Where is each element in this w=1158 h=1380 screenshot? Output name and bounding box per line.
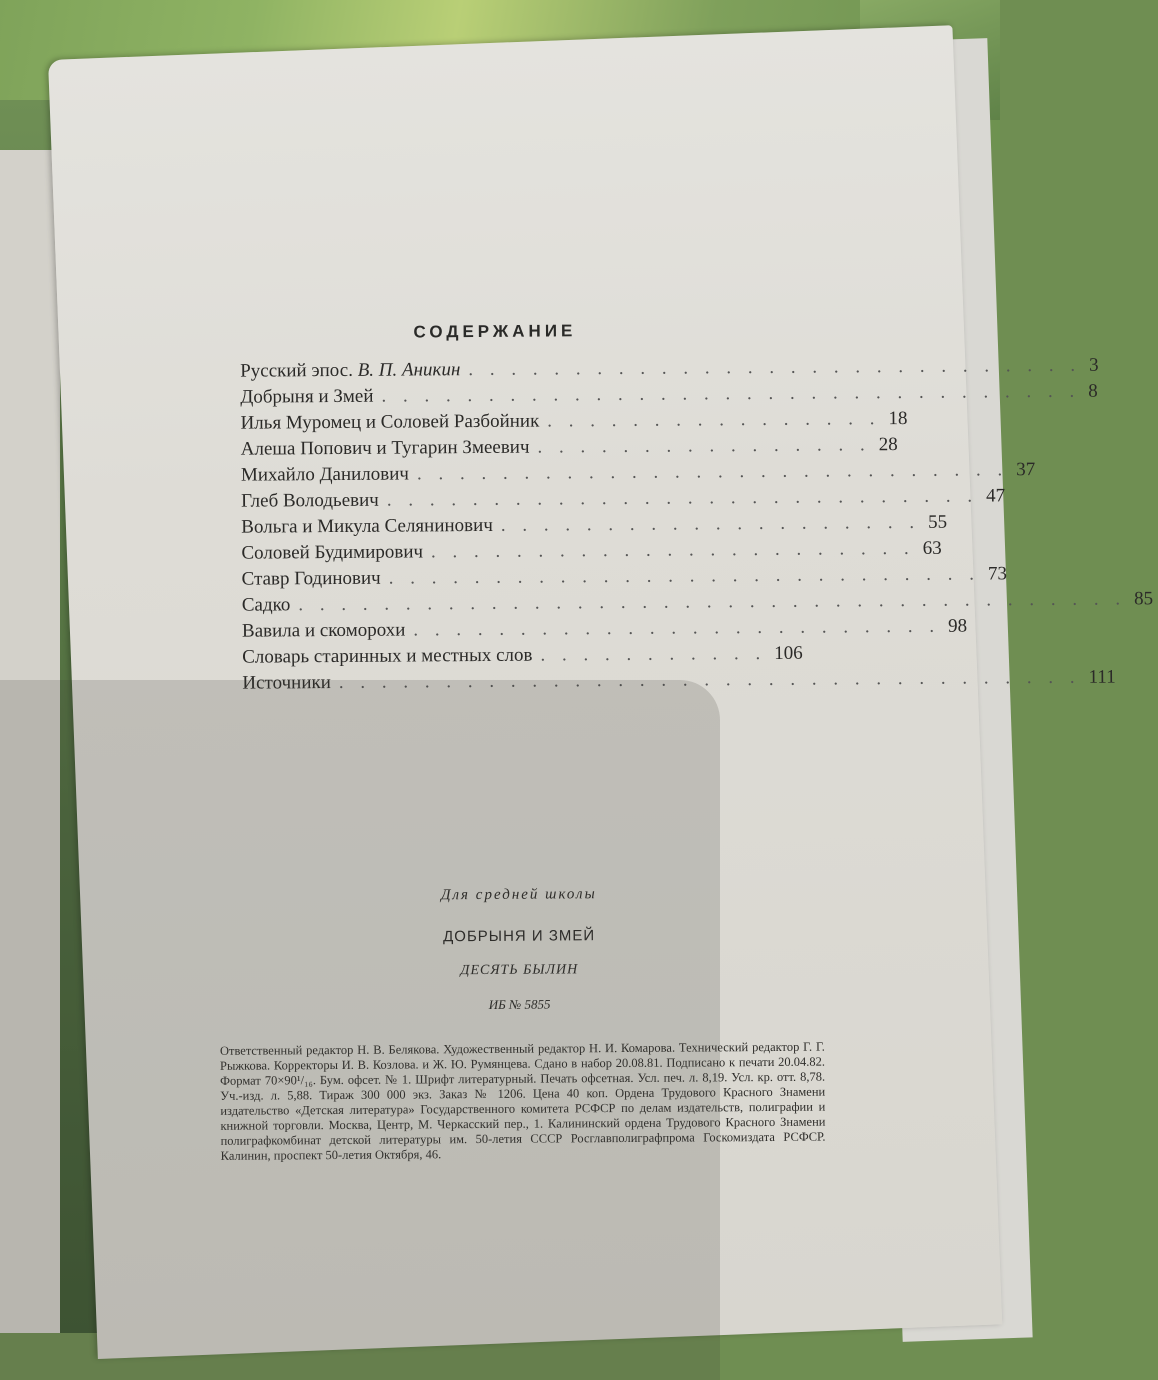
hand-shadow xyxy=(0,680,720,1380)
toc-item xyxy=(240,354,1099,385)
publication-credits: Ответственный редактор Н. В. Белякова. Художественный редактор Н. И. Комарова. Технический редактор Г. Г. Рыжкова. Корректоры И. В. Козлова. и Ж. Ю. Румянцева. Сдано в набор 20.08.81. Подписано к печати 20.04.82. Формат 70×90¹/₁₆. Бум. офсет. № 1. Шрифт литературный. Печать офсетная. Усл. печ. л. 8,19. Усл. кр. отт. 8,78. Уч.-изд. л. 5,88. Тираж 300 000 экз. Заказ № 1206. Цена 40 коп. Ордена Трудового Красного Знамени издательство «Детская литература» Государственного комитета РСФСР по делам издательств, полиграфии и книжной торговли. Москва, Центр, М. Черкасский пер., 1. Калининский ордена Трудового Красного Знамени полиграфкомбинат детской литературы им. 50-летия СССР Росглавполиграфпрома Госкомиздата РСФСР. Калинин, проспект 50-летия Октября, 46. xyxy=(219,1039,826,1163)
toc-item-page: 63 xyxy=(922,537,942,559)
toc-item-label: Словарь старинных и местных слов xyxy=(242,644,533,668)
book-title: ДОБРЫНЯ И ЗМЕЙ xyxy=(443,927,596,946)
toc-item-page: 85 xyxy=(1134,588,1154,610)
toc-item-page: 73 xyxy=(987,563,1008,585)
toc-leader-dots: . . . . . . . . . . . . . . . . . . . . . . . . . . . . . . . . . xyxy=(381,380,1081,407)
toc-leader-dots: . . . . . . . . . . . . . . . . xyxy=(537,434,871,458)
toc-title: СОДЕРЖАНИЕ xyxy=(413,321,577,342)
toc-leader-dots: . . . . . . . . . . . . . . . . . . . . . . . . . . . . . xyxy=(468,354,1082,381)
toc-item-page: 8 xyxy=(1088,380,1098,402)
toc-leader-dots: . . . . . . . . . . . . . . . . . . . . . . . . . . . . . . . . . . . . . . . xyxy=(298,588,1127,616)
toc-leader-dots: . . . . . . . . . . . . . . . . . . . . xyxy=(500,511,921,536)
toc-leader-dots: . . . . . . . . . . . . . . . . . . . . . . . . . xyxy=(413,615,941,641)
toc-item xyxy=(240,407,908,437)
toc-item-label: Глеб Володьевич xyxy=(241,489,379,512)
toc-leader-dots: . . . . . . . . . . . . . . . . . . . . . . . xyxy=(430,537,915,563)
toc-item-page: 37 xyxy=(1016,459,1036,481)
toc-item xyxy=(241,537,942,567)
toc-item xyxy=(240,380,1098,411)
toc-item-page: 55 xyxy=(928,511,948,533)
toc-item-page: 3 xyxy=(1089,354,1099,376)
ib-number: ИБ № 5855 xyxy=(488,996,551,1012)
toc-item xyxy=(241,563,1008,593)
toc-item-label: Илья Муромец и Соловей Разбойник xyxy=(240,410,540,434)
toc-leader-dots: . . . . . . . . . . . . . . . . . . . . . . . . . . . . . . . . . . . xyxy=(338,666,1081,693)
toc-item xyxy=(241,615,968,645)
toc-item xyxy=(241,588,1154,619)
toc-leader-dots: . . . . . . . . . . . xyxy=(540,643,767,666)
toc-item xyxy=(242,641,803,671)
toc-item-label: Соловей Будимирович xyxy=(241,541,424,564)
toc-item-label: Садко xyxy=(241,594,291,616)
toc-item-page: 18 xyxy=(888,408,908,430)
toc-leader-dots: . . . . . . . . . . . . . . . . . . . . . . . . . . . . xyxy=(388,563,981,589)
toc-item-page: 111 xyxy=(1088,666,1116,688)
toc-item-page: 106 xyxy=(774,642,803,664)
toc-item-page: 28 xyxy=(878,434,898,456)
toc-item-label: Алеша Попович и Тугарин Змеевич xyxy=(240,436,530,460)
toc-item-label: Вавила и скоморохи xyxy=(241,619,406,642)
toc-item-label: Источники xyxy=(242,672,331,694)
toc-item-label: Вольга и Микула Селянинович xyxy=(241,514,493,538)
toc-item-label: Русский эпос. В. П. Аникин xyxy=(240,359,461,382)
toc-item xyxy=(241,485,1006,515)
book-subtitle: ДЕСЯТЬ БЫЛИН xyxy=(460,962,579,979)
series-label: Для средней школы xyxy=(440,886,597,904)
toc-leader-dots: . . . . . . . . . . . . . . . . xyxy=(547,408,881,432)
toc-item xyxy=(240,433,898,463)
toc-item-author: В. П. Аникин xyxy=(357,359,461,381)
toc-leader-dots: . . . . . . . . . . . . . . . . . . . . . . . . . . . . xyxy=(386,485,979,511)
toc-item-label: Ставр Годинович xyxy=(241,567,381,590)
toc-item-page: 98 xyxy=(948,615,968,637)
table-of-contents xyxy=(240,354,1154,697)
toc-item-label: Михайло Данилович xyxy=(240,463,410,486)
toc-item xyxy=(240,459,1036,489)
toc-item-page: 47 xyxy=(985,485,1006,507)
toc-leader-dots: . . . . . . . . . . . . . . . . . . . . . . . . . . . . xyxy=(416,459,1009,485)
toc-item xyxy=(241,511,948,541)
toc-item-label: Добрыня и Змей xyxy=(240,385,374,408)
